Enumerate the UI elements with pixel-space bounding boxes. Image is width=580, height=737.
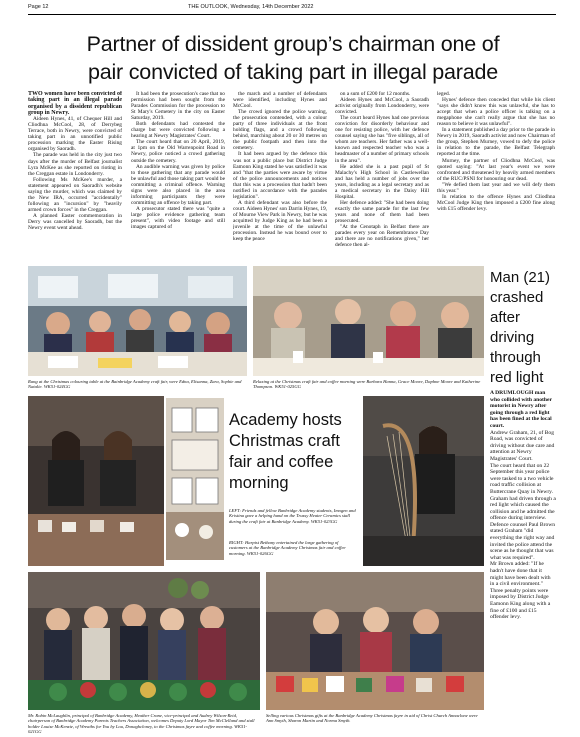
sidebar-paragraph: The court heard that on 22 September this year police were tasked to a two vehicle road traffic collision at Buttercrane Quay in Newry. xyxy=(490,462,554,495)
photo-image xyxy=(28,266,247,376)
sidebar-paragraph: Graham had driven through a red light which caused the collision and he admitted the offence during interview. xyxy=(490,495,556,522)
article-paragraph: TWO women have been convicted of taking part in an illegal parade organised by a dissident republican group in Newry. xyxy=(28,91,122,116)
photo-harpist xyxy=(363,396,484,566)
article-paragraph: on a sum of £200 for 12 months. xyxy=(340,91,411,97)
photo-relaxing-group xyxy=(253,266,484,376)
sidebar-paragraph: Andrew Graham, 21, of Bog Road, was convicted of driving without due care and attention at Newry Magistrates' Court. xyxy=(490,429,555,462)
photo-image xyxy=(253,266,484,376)
page-header xyxy=(28,4,556,14)
article-paragraph: The court heard Hynes had one previous conviction for disorderly behaviour and one for resisting police, with her defence counsel saying she has "five siblings, all of whom are teachers. Her father was a well-known and respected teacher who was a headmaster of a number of primary schools in the area". xyxy=(335,115,429,164)
photo-students-stall xyxy=(28,396,164,566)
sidebar-headline-line: Man (21) xyxy=(490,269,551,286)
sidebar-paragraph: Three penalty points were imposed by District Judge Eamonn King along with a fine of £100 and £15 offender levy. xyxy=(490,587,551,621)
feature-left-caption: LEFT: Friends and fellow Banbridge Academy students, Imogen and Kristina gave a helping hand on the Trussy Heater Ceramics stall during the craft fair at Banbridge Academy. WK51-023GG xyxy=(229,508,356,524)
photo-image xyxy=(363,396,484,566)
sidebar-headline-line: driving xyxy=(490,329,535,346)
article-paragraph: A prosecutor stated there was "quite a large police evidence gathering team present", with video footage and still images captured of xyxy=(131,205,225,231)
article-paragraph: Aideen Hynes and McCool, a Saoradh activist originally from Londonderry, were convicted. xyxy=(335,97,429,116)
article-paragraph: The crowd ignored the police warning, the prosecution contended, with a colour party of three individuals at the front holding flags, and a crowd following behind, marching about 20 or 30 metres on the public footpath and then into the cemetery. xyxy=(233,109,327,152)
page-number: Page 12 xyxy=(28,4,49,10)
article-paragraph: He added she is a past pupil of St Malachy's High School in Castlewellan and has held a number of jobs over the years, including as a legal secretary and as a medical secretary in the Daisy Hill Hospital. xyxy=(335,163,429,200)
photo-selling-gifts xyxy=(266,572,484,710)
article-paragraph: Her defence added: "She had been doing exactly the same parade for the last few years and none of them had been prosecuted. xyxy=(335,199,429,224)
photo-caption: Mr. Robin McLaughlin, principal of Banbridge Academy, Heather Crane, vice-principal and Audrey Wilson-Reid, chairperson of Banbridge Academy Parents Teachers Association, welcomes Deputy Lord Mayor Tim McClelland and stall holder Louise McKenzie, of Wreaths for You by Lou, Donaghcloney, to the Christmas fayre and coffee morning. WK51-021GG xyxy=(28,713,255,735)
article-paragraph: "At the Cenotaph in Belfast there are parades every year on Remembrance Day and there are no notifications given," her defence then al- xyxy=(335,224,429,249)
feature-headline-line: fair and coffee xyxy=(229,453,334,471)
article-paragraph: The court heard that on 20 April, 2019, at 1pm on the Old Warrenpoint Road in Newry, police noticed a crowd gathering outside the cemetery. xyxy=(131,139,225,164)
article-paragraph: Murney, the partner of Cliodhna McCool, was quoted saying: "At last year's event we were confronted and threatened by heavily armed members of the RUC/PSNI for honouring our dead. xyxy=(437,157,555,182)
sidebar-headline-line: through xyxy=(490,349,541,366)
headline-line-2: pair convicted of taking part in illegal parade xyxy=(87,60,499,84)
article-paragraph: It had been argued by the defence this was not a public place but District Judge Eamonn King stated he was satisfied it was and "that the parties were aware by virtue of the police announcements and notices that this was a procession that hadn't been notified in accordance with the parades legislation". xyxy=(233,151,327,200)
article-paragraph: Both defendants had contested the charge but were convicted following a hearing at Newry Magistrates' Court. xyxy=(131,121,225,140)
article-column-2 xyxy=(131,91,225,261)
article-paragraph: leged. xyxy=(437,91,451,97)
article-paragraph: An audible warning was given by police to those gathering that any parade would be unlawful and those taking part would be committing a criminal offence. Warning signs were also placed in the area informing participants they were committing an offence by taking part. xyxy=(131,163,225,206)
photo-colouring-table xyxy=(28,266,247,376)
article-paragraph: A planned Easter commemoration in Derry was cancelled by Saoradh, but the Newry event went ahead. xyxy=(28,212,122,232)
article-column-1 xyxy=(28,91,122,261)
article-paragraph: Aideen Hynes, 41, of Chequer Hill and Cliodhna McCool, 28, of Derrybeg Terrace, both in Newry, were convicted of taking part in an unnotified public procession marking the Easter Rising organised by Saoradh. xyxy=(28,116,122,153)
article-paragraph: A third defendant was also before the court. Aideen Hynes' son Darrin Hynes, 19, of Mourne View Park in Newry, but he was acquitted by Judge King as he had been a juvenile at the time of the unlawful procession. Instead he was bound over to keep the peace xyxy=(233,199,327,243)
photo-image xyxy=(166,398,224,560)
sidebar-headline-line: after xyxy=(490,309,521,326)
feature-headline-line: Academy hosts xyxy=(229,411,342,429)
article-paragraph: In relation to the offence Hynes and Cliodhna McCool Judge King then imposed a £200 fine along with £15 offender levy. xyxy=(437,193,555,212)
article-paragraph: Hynes' defence then conceded that while his client "says she didn't know this was unlawful, she has to accept that when a police officer is talking on a megaphone she can't really argue that she has no reason to believe it was unlawful". xyxy=(437,97,555,128)
sidebar-paragraph: A DRUMLOUGH man who collided with another motorist in Newry after going through a red light has been fined at the local court. xyxy=(490,390,552,429)
sidebar-headline xyxy=(490,268,556,388)
photo-image xyxy=(266,572,484,710)
sidebar-body xyxy=(490,390,556,730)
header-rule xyxy=(28,14,556,15)
feature-headline-line: Christmas craft xyxy=(229,432,340,450)
photo-caption: Rang at the Christmas colouring table at the Bainbridge Academy craft fair, were Edna, Elisanna, Zara, Sophie and Natalie. WK51-024GG xyxy=(28,379,242,390)
photo-caption: Selling various Christmas gifts at the Banbridge Academy Christmas fayre in aid of Christ Church Annaclone were Ann Smyth, Sharon Martin and Norma Smyth. xyxy=(266,713,478,724)
sidebar-paragraph: Defence counsel Paul Brown stated Graham "did everything the right way and invited the police attend the scene as he thought that was what was required". xyxy=(490,521,556,561)
sidebar-paragraph: Mr Brown added: "If he hadn't have done that it might have been dealt with in a civil environment." xyxy=(490,561,551,588)
main-headline xyxy=(30,30,556,86)
article-paragraph: In a statement published a day prior to the parade in Newry in 2019, Saoradh activist and now Chairman of the group, Stephen Murney, vowed to defy the police in relation to the parade, the Belfast Telegraph reported at the time. xyxy=(437,127,555,158)
article-paragraph: Following Ms McKee's murder, a statement appeared on Saoradh's website saying the murder, which was claimed by the New IRA, occurred "accidentally" following an "incursion" by "heavily armed crown forces" in the Creggan. xyxy=(28,176,122,213)
feature-headline xyxy=(229,410,357,494)
article-column-4 xyxy=(335,91,429,261)
article-column-3 xyxy=(233,91,327,261)
masthead: THE OUTLOOK, Wednesday, 14th December 2022 xyxy=(188,4,314,10)
sidebar-headline-line: red light xyxy=(490,369,544,386)
photo-principal-group xyxy=(28,572,260,710)
photo-caption: Relaxing at the Christmas craft fair and coffee morning were Barbara Hanna, Grace Moore, Daphne Moore and Katherine Thompson. WK51-025GG xyxy=(253,379,481,390)
photo-ceramics xyxy=(166,398,224,560)
headline-line-1: Partner of dissident group’s chairman one of xyxy=(86,32,500,56)
article-paragraph: The parade was held in the city just two days after the murder of Belfast journalist Lyra McKee as she reported on rioting in the Creggan estate in Londonderry. xyxy=(28,152,122,177)
sidebar-headline-line: crashed xyxy=(490,289,544,306)
article-column-5 xyxy=(437,91,555,261)
feature-headline-line: morning xyxy=(229,474,289,492)
article-paragraph: "We defied them last year and we will defy them this year." xyxy=(437,181,555,194)
photo-image xyxy=(28,572,260,710)
article-paragraph: It had been the prosecution's case that no permission had been sought from the Parades Commission for the procession to St Mary's Cemetery in the city on Easter Saturday, 2019. xyxy=(131,91,225,122)
feature-right-caption: RIGHT: Harpist Bethany entertained the large gathering of customers at the Banbridge Academy Christmas fair and coffee morning. WK51-026GG xyxy=(229,540,346,556)
photo-image xyxy=(28,396,164,566)
article-paragraph: the march and a number of defendants were identified, including Hynes and McCool. xyxy=(233,91,327,110)
